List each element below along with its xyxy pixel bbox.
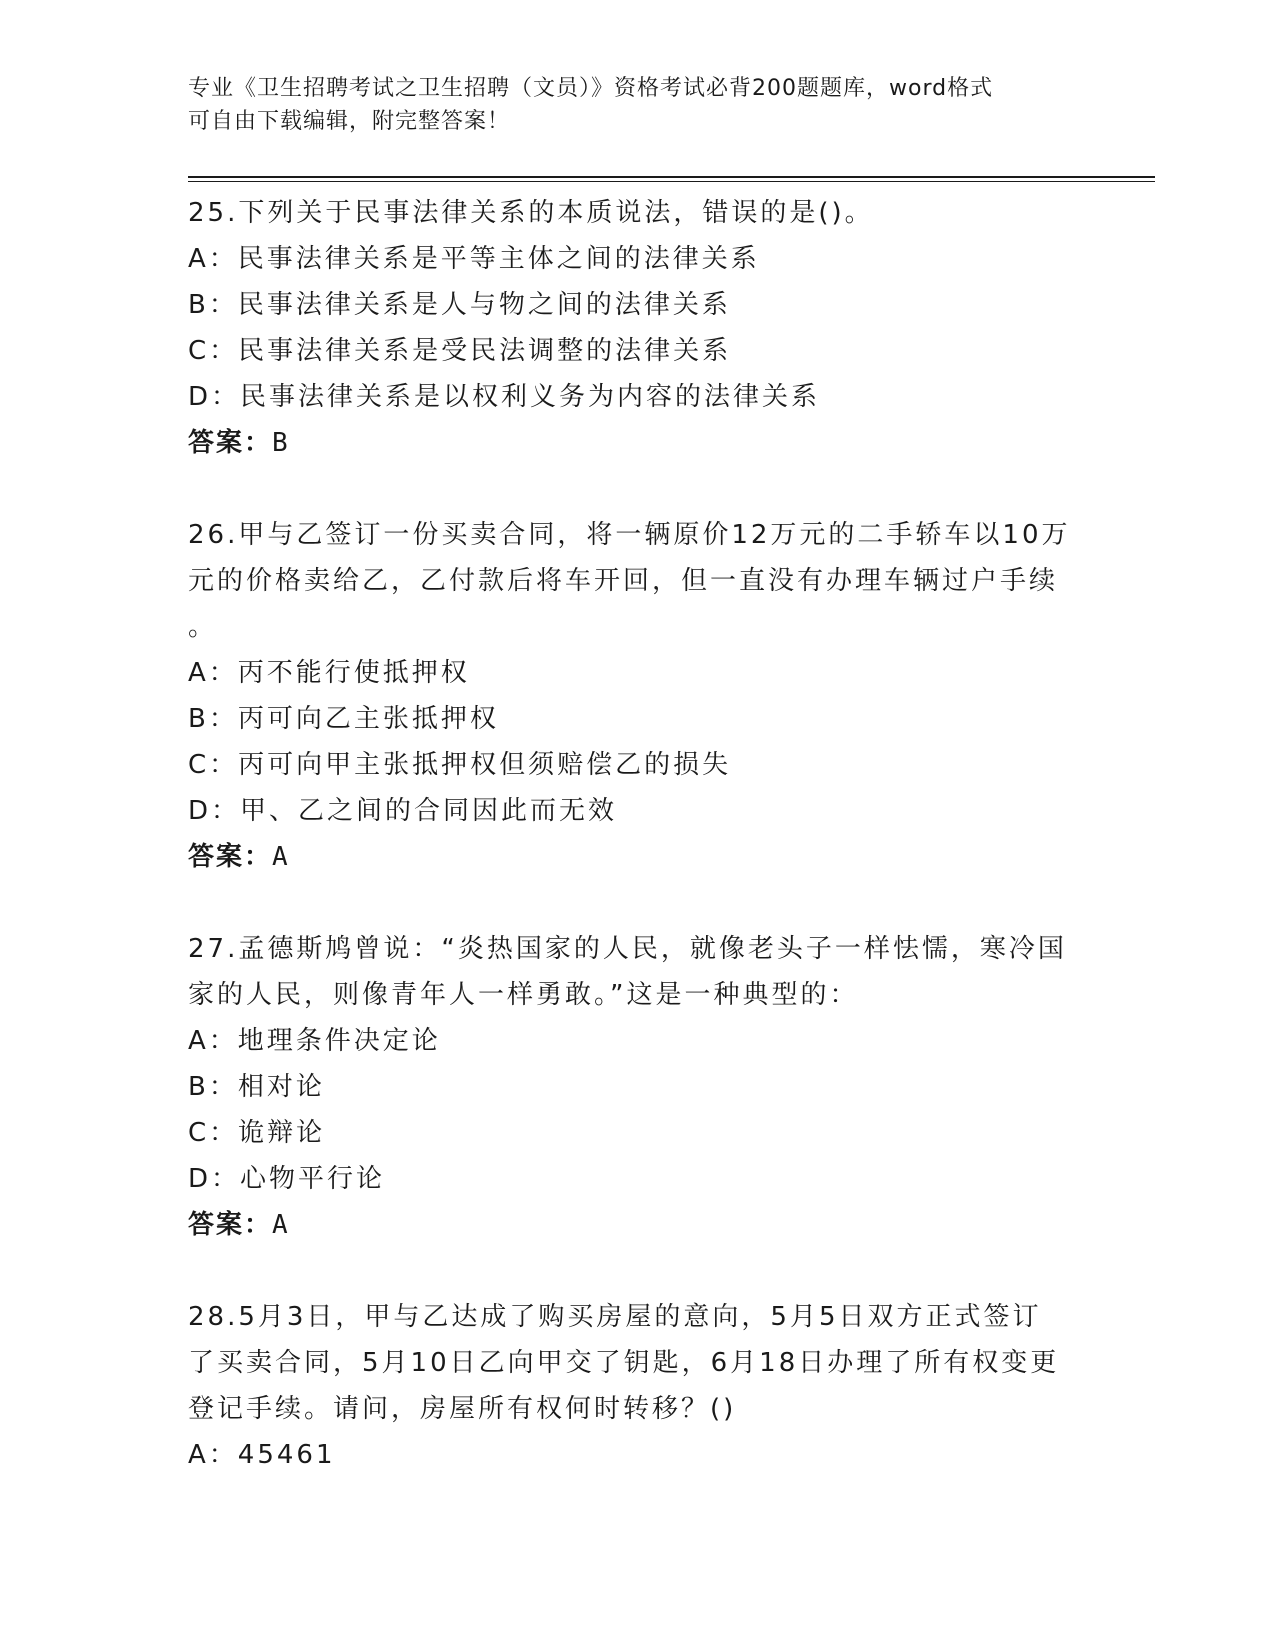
question-26 [188, 512, 1088, 880]
stem-line: 25.下列关于民事法律关系的本质说法，错误的是()。 [188, 198, 874, 228]
question-28 [188, 1294, 1088, 1478]
option-a: A：民事法律关系是平等主体之间的法律关系 [188, 244, 760, 274]
question-stem [188, 1294, 1088, 1432]
option-a: A：地理条件决定论 [188, 1026, 441, 1056]
option-b: B：相对论 [188, 1072, 325, 1102]
answer-value: A [272, 842, 290, 872]
answer-value: A [272, 1210, 290, 1240]
stem-line: 。 [188, 612, 218, 642]
option-c: C：丙可向甲主张抵押权但须赔偿乙的损失 [188, 750, 732, 780]
header-divider-thin [188, 181, 1155, 182]
stem-line: 登记手续。请问，房屋所有权何时转移？() [188, 1394, 737, 1424]
answer-value: B [272, 428, 290, 458]
answer-line [188, 834, 1088, 880]
stem-line: 了买卖合同，5月10日乙向甲交了钥匙，6月18日办理了所有权变更 [188, 1348, 1060, 1378]
question-list [188, 190, 1088, 1478]
question-stem [188, 190, 1088, 236]
option-c: C：诡辩论 [188, 1118, 326, 1148]
stem-line: 26.甲与乙签订一份买卖合同，将一辆原价12万元的二手轿车以10万 [188, 520, 1071, 550]
header-line-1: 专业《卫生招聘考试之卫生招聘（文员）》资格考试必背200题题库，word格式 [188, 76, 994, 101]
answer-label: 答案： [188, 428, 273, 458]
option-d: D：心物平行论 [188, 1164, 386, 1194]
option-b: B：丙可向乙主张抵押权 [188, 704, 499, 734]
option-a: A：45461 [188, 1440, 336, 1470]
answer-line [188, 1202, 1088, 1248]
question-stem [188, 512, 1088, 650]
stem-line: 元的价格卖给乙，乙付款后将车开回，但一直没有办理车辆过户手续 [188, 566, 1059, 596]
document-header [188, 72, 1088, 138]
question-stem [188, 926, 1088, 1018]
question-25 [188, 190, 1088, 466]
stem-line: 家的人民，则像青年人一样勇敢。”这是一种典型的： [188, 980, 859, 1010]
option-b: B：民事法律关系是人与物之间的法律关系 [188, 290, 731, 320]
option-c: C：民事法律关系是受民法调整的法律关系 [188, 336, 732, 366]
header-line-2: 可自由下载编辑，附完整答案！ [188, 109, 511, 134]
option-d: D：甲、乙之间的合同因此而无效 [188, 796, 618, 826]
stem-line: 28.5月3日，甲与乙达成了购买房屋的意向，5月5日双方正式签订 [188, 1302, 1042, 1332]
answer-line [188, 420, 1088, 466]
answer-label: 答案： [188, 1210, 273, 1240]
answer-label: 答案： [188, 842, 273, 872]
option-d: D：民事法律关系是以权利义务为内容的法律关系 [188, 382, 821, 412]
stem-line: 27.孟德斯鸠曾说：“炎热国家的人民，就像老头子一样怯懦，寒冷国 [188, 934, 1067, 964]
option-a: A：丙不能行使抵押权 [188, 658, 470, 688]
header-divider-thick [188, 176, 1155, 178]
question-27 [188, 926, 1088, 1248]
